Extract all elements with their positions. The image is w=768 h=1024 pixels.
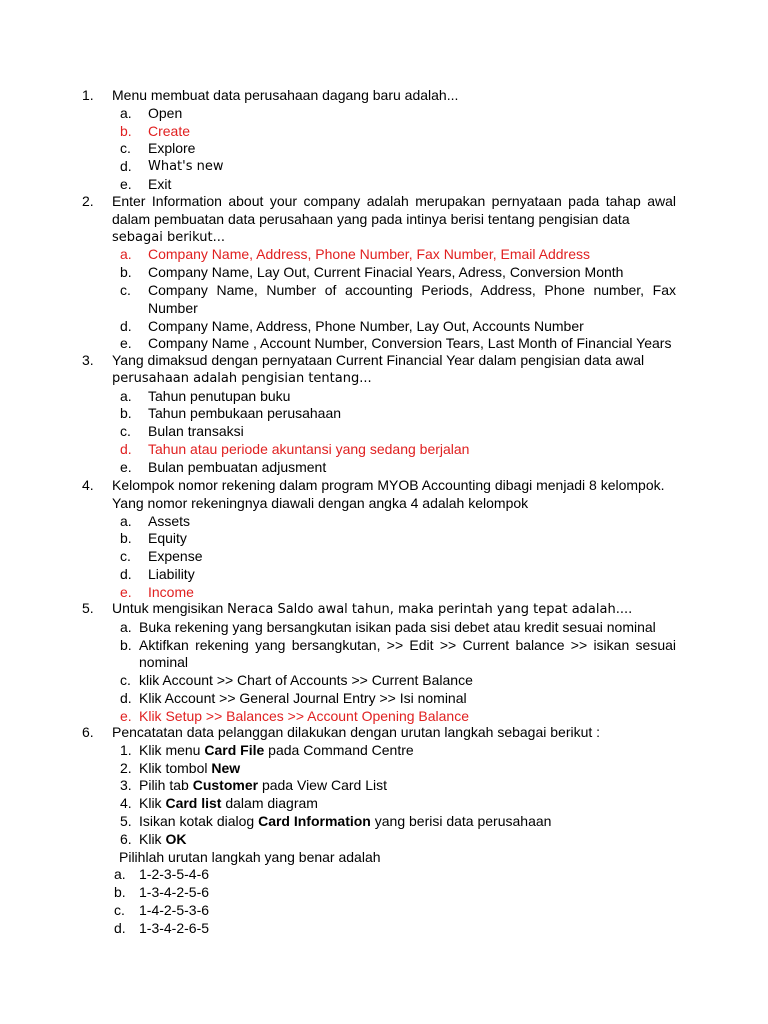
- option-c: c. Company Name, Number of accounting Periods, Address, Phone number, Fax Number: [120, 281, 676, 316]
- option-e: e. Company Name , Account Number, Conversion Tears, Last Month of Financial Years: [120, 335, 672, 352]
- option-a-correct: a. Company Name, Address, Phone Number, Fax Number, Email Address: [120, 246, 590, 263]
- question-number: 3.: [82, 352, 94, 368]
- option-b: b. 1-3-4-2-5-6: [114, 884, 210, 901]
- step-item: 1. Klik menu Card File pada Command Centre: [120, 741, 414, 758]
- question-4: [82, 477, 676, 602]
- question-number: 2.: [82, 193, 94, 209]
- option-e: e. Exit: [120, 175, 172, 192]
- question-text: Untuk mengisikan Neraca Saldo awal tahun, maka perintah yang tepat adalah....: [112, 600, 633, 617]
- option-b-correct: b. Create: [120, 122, 191, 139]
- step-item: 4. Klik Card list dalam diagram: [120, 795, 318, 812]
- option-d: d. What's new: [120, 158, 224, 175]
- option-a: a. 1-2-3-5-4-6: [114, 866, 210, 883]
- option-a: a. Tahun penutupan buku: [120, 387, 291, 404]
- step-item: 5. Isikan kotak dialog Card Information yang berisi data perusahaan: [120, 812, 552, 829]
- question-6: [82, 724, 676, 938]
- option-a: a. Open: [120, 104, 183, 121]
- option-b: b. Tahun pembukaan perusahaan: [120, 405, 342, 422]
- question-1: [82, 87, 676, 194]
- question-3: [82, 352, 676, 477]
- option-d-correct: d. Tahun atau periode akuntansi yang sedang berjalan: [120, 440, 470, 457]
- question-number: 5.: [82, 600, 94, 616]
- step-item: 2. Klik tombol New: [120, 759, 241, 776]
- question-number: 1.: [82, 87, 94, 103]
- question-number: 6.: [82, 724, 94, 740]
- option-d: d. 1-3-4-2-6-5: [114, 919, 210, 936]
- steps-prompt: Pilihlah urutan langkah yang benar adalah: [119, 848, 381, 865]
- option-e-correct: e. Income: [120, 583, 194, 600]
- question-text: Kelompok nomor rekening dalam program MYOB Accounting dibagi menjadi 8 kelompok. Yang nomor rekeningnya diawali dengan angka 4 adalah kelompok: [112, 477, 665, 511]
- step-item: 6. Klik OK: [120, 830, 187, 847]
- question-text: Yang dimaksud dengan pernyataan Current Financial Year dalam pengisian data awal perusahaan adalah pengisian tentang...: [112, 352, 645, 386]
- option-c: c. Expense: [120, 548, 203, 565]
- question-5: [82, 600, 676, 726]
- option-c: c. 1-4-2-5-3-6: [114, 901, 210, 918]
- option-b: b. Aktifkan rekening yang bersangkutan, >> Edit >> Current balance >> isikan sesuai nominal: [120, 636, 676, 671]
- option-e: e. Bulan pembuatan adjusment: [120, 458, 327, 475]
- option-c: c. Bulan transaksi: [120, 423, 244, 440]
- steps-list: [112, 742, 676, 849]
- option-d: d. Company Name, Address, Phone Number, Lay Out, Accounts Number: [120, 317, 584, 334]
- option-b: b. Equity: [120, 530, 187, 547]
- option-a: a. Buka rekening yang bersangkutan isikan pada sisi debet atau kredit sesuai nominal: [120, 618, 656, 635]
- option-c: c. Explore: [120, 140, 196, 157]
- option-d: d. Klik Account >> General Journal Entry >> Isi nominal: [120, 689, 467, 706]
- question-text: Pencatatan data pelanggan dilakukan dengan urutan langkah sebagai berikut :: [112, 724, 601, 740]
- question-text: Menu membuat data perusahaan dagang baru adalah...: [112, 87, 459, 103]
- question-number: 4.: [82, 477, 94, 493]
- option-c: c. klik Account >> Chart of Accounts >> Current Balance: [120, 672, 473, 689]
- option-b: b. Company Name, Lay Out, Current Finacial Years, Adress, Conversion Month: [120, 264, 624, 281]
- question-text: Enter Information about your company adalah merupakan pernyataan pada tahap awal dalam pembuatan data perusahaan yang pada intinya berisi tentang pengisian data sebagai berikut...: [112, 193, 676, 245]
- option-e-correct: e. Klik Setup >> Balances >> Account Opening Balance: [120, 707, 470, 724]
- step-item: 3. Pilih tab Customer pada View Card List: [120, 777, 387, 794]
- option-d: d. Liability: [120, 565, 195, 582]
- option-a: a. Assets: [120, 512, 191, 529]
- question-2: [82, 193, 676, 353]
